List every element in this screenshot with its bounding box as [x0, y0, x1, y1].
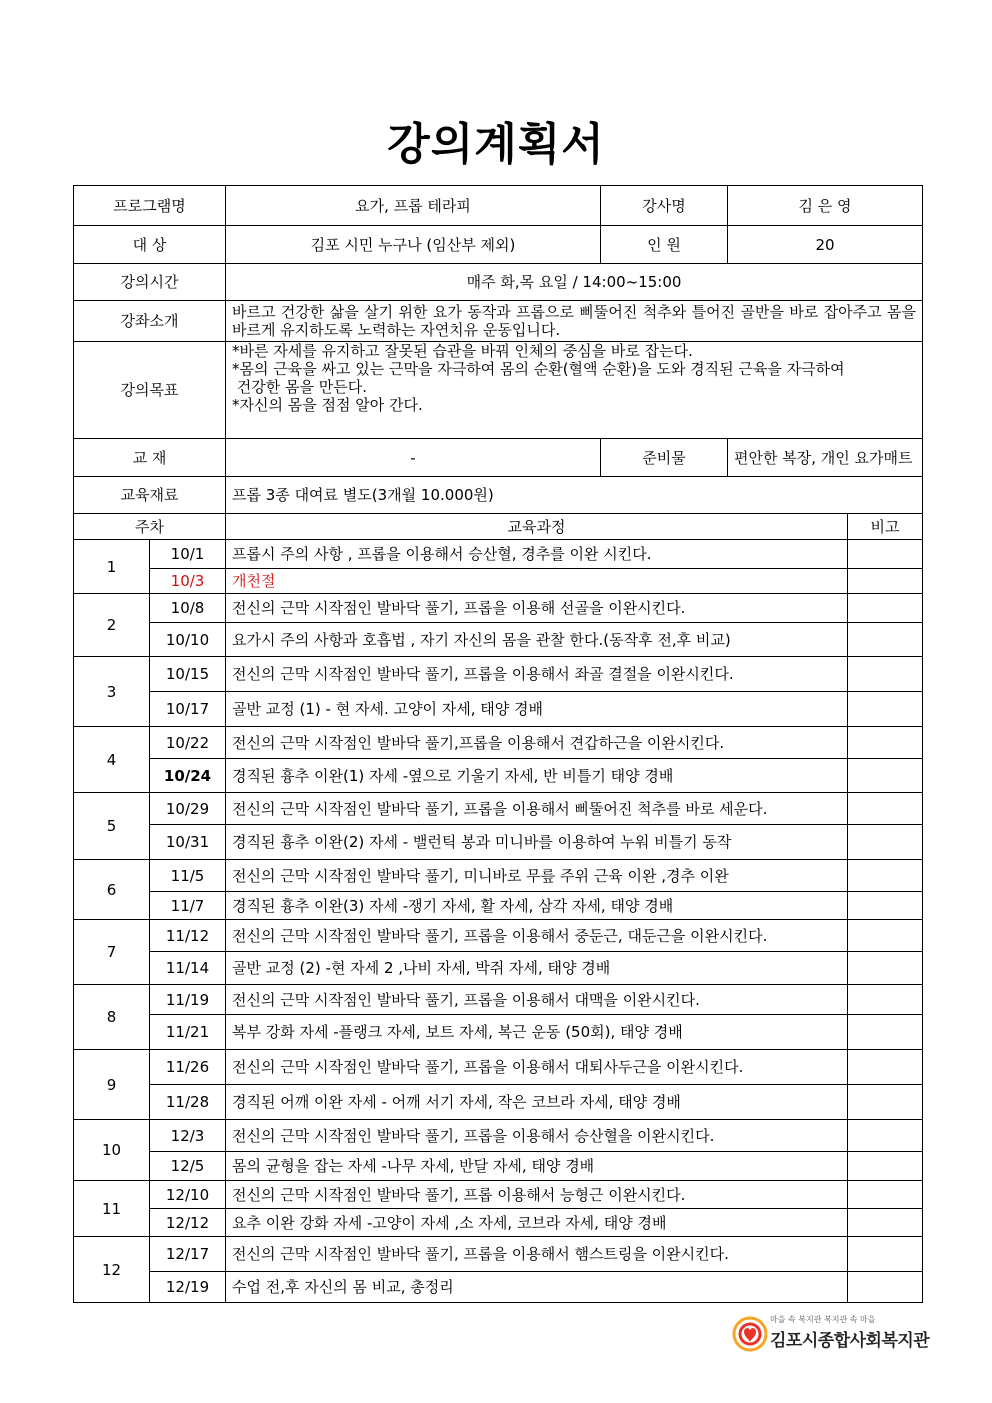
lecture-plan-table	[73, 185, 923, 1303]
page-title: 강의계획서	[387, 119, 605, 170]
session-content: 전신의 근막 시작점인 발바닥 풀기, 미니바로 무릎 주위 근육 이완 ,경추 이완	[226, 860, 848, 892]
target-label: 대 상	[74, 226, 226, 264]
table-row	[74, 1152, 923, 1181]
session-date: 12/12	[150, 1209, 226, 1237]
material-value: 프롭 3종 대여료 별도(3개월 10.000원)	[226, 477, 923, 514]
session-date: 10/1	[150, 540, 226, 569]
session-content: 전신의 근막 시작점인 발바닥 풀기, 프롭 이용해서 능형근 이완시킨다.	[226, 1181, 848, 1209]
week-number: 11	[74, 1181, 150, 1237]
week-number: 3	[74, 657, 150, 727]
session-note	[848, 1209, 923, 1237]
session-date: 11/7	[150, 892, 226, 920]
session-note	[848, 793, 923, 825]
table-row	[74, 692, 923, 727]
session-date: 10/10	[150, 623, 226, 657]
session-date: 11/26	[150, 1050, 226, 1085]
table-row	[74, 892, 923, 920]
week-number: 8	[74, 985, 150, 1050]
session-content: 경직된 흉추 이완(3) 자세 -쟁기 자세, 활 자세, 삼각 자세, 태양 경배	[226, 892, 848, 920]
session-note	[848, 920, 923, 952]
session-content: 프롭시 주의 사항 , 프롭을 이용해서 승산혈, 경추를 이완 시킨다.	[226, 540, 848, 569]
session-note	[848, 892, 923, 920]
goal-line: *자신의 몸을 점점 알아 간다.	[232, 396, 423, 414]
session-note	[848, 657, 923, 692]
row-material	[74, 477, 923, 514]
session-note	[848, 952, 923, 985]
table-row	[74, 1015, 923, 1050]
material-label: 교육재료	[74, 477, 226, 514]
session-note	[848, 623, 923, 657]
session-content: 수업 전,후 자신의 몸 비교, 총정리	[226, 1272, 848, 1303]
table-row	[74, 952, 923, 985]
schedule-body	[74, 540, 923, 1303]
session-content: 몸의 균형을 잡는 자세 -나무 자세, 반달 자세, 태양 경배	[226, 1152, 848, 1181]
row-textbook	[74, 439, 923, 477]
capacity-label: 인 원	[601, 226, 728, 264]
table-row	[74, 1120, 923, 1152]
table-row	[74, 793, 923, 825]
note-header: 비고	[848, 514, 923, 540]
intro-value: 바르고 건강한 삶을 살기 위한 요가 동작과 프롭으로 삐뚤어진 척추와 틀어진 골반을 바로 잡아주고 몸을 바르게 유지하도록 노력하는 자연치유 운동입니다.	[226, 301, 923, 342]
session-note	[848, 1237, 923, 1272]
row-intro	[74, 301, 923, 342]
organization-logo	[730, 1310, 930, 1360]
program-value: 요가, 프롭 테라피	[226, 186, 601, 226]
time-value: 매주 화,목 요일 / 14:00~15:00	[226, 264, 923, 301]
instructor-value: 김 은 영	[728, 186, 923, 226]
session-content: 전신의 근막 시작점인 발바닥 풀기, 프롭을 이용해서 좌골 결절을 이완시킨다.	[226, 657, 848, 692]
table-row	[74, 594, 923, 623]
program-label: 프로그램명	[74, 186, 226, 226]
session-date: 11/28	[150, 1085, 226, 1120]
week-number: 5	[74, 793, 150, 860]
session-content: 전신의 근막 시작점인 발바닥 풀기, 프롭을 이용해서 대퇴사두근을 이완시킨다.	[226, 1050, 848, 1085]
row-target	[74, 226, 923, 264]
session-date: 10/17	[150, 692, 226, 727]
table-row	[74, 920, 923, 952]
week-header: 주차	[74, 514, 226, 540]
session-date: 12/19	[150, 1272, 226, 1303]
session-date: 12/17	[150, 1237, 226, 1272]
week-number: 6	[74, 860, 150, 920]
table-row	[74, 759, 923, 793]
session-content: 경직된 흉추 이완(2) 자세 - 밸런틱 봉과 미니바를 이용하여 누워 비틀기 동작	[226, 825, 848, 860]
table-row	[74, 540, 923, 569]
goal-line: 건강한 몸을 만든다.	[232, 378, 368, 396]
session-date: 10/31	[150, 825, 226, 860]
table-row	[74, 727, 923, 759]
table-row	[74, 569, 923, 594]
table-row	[74, 1272, 923, 1303]
session-content: 요가시 주의 사항과 호흡법 , 자기 자신의 몸을 관찰 한다.(동작후 전,후 비교)	[226, 623, 848, 657]
row-program	[74, 186, 923, 226]
logo-name: 김포시종합사회복지관	[770, 1331, 930, 1351]
session-date: 11/12	[150, 920, 226, 952]
capacity-value: 20	[728, 226, 923, 264]
table-row	[74, 1209, 923, 1237]
session-content: 경직된 흉추 이완(1) 자세 -옆으로 기울기 자세, 반 비틀기 태양 경배	[226, 759, 848, 793]
session-note	[848, 540, 923, 569]
goal-label: 강의목표	[74, 342, 226, 439]
table-row	[74, 657, 923, 692]
session-content: 골반 교정 (2) -현 자세 2 ,나비 자세, 박쥐 자세, 태양 경배	[226, 952, 848, 985]
session-date: 12/5	[150, 1152, 226, 1181]
session-content: 전신의 근막 시작점인 발바닥 풀기, 프롭을 이용해서 대맥을 이완시킨다.	[226, 985, 848, 1015]
table-row	[74, 985, 923, 1015]
session-content: 전신의 근막 시작점인 발바닥 풀기,프롭을 이용해서 견갑하근을 이완시킨다.	[226, 727, 848, 759]
session-date: 11/19	[150, 985, 226, 1015]
textbook-value: -	[226, 439, 601, 477]
week-number: 9	[74, 1050, 150, 1120]
table-row	[74, 860, 923, 892]
time-label: 강의시간	[74, 264, 226, 301]
session-note	[848, 1181, 923, 1209]
target-value: 김포 시민 누구나 (임산부 제외)	[226, 226, 601, 264]
session-date: 10/3	[150, 569, 226, 594]
intro-label: 강좌소개	[74, 301, 226, 342]
goal-line: *몸의 근육을 싸고 있는 근막을 자극하여 몸의 순환(혈액 순환)을 도와 경직된 근육을 자극하여	[232, 360, 845, 378]
session-date: 11/14	[150, 952, 226, 985]
hands-heart-logo-icon	[730, 1310, 774, 1354]
session-content: 전신의 근막 시작점인 발바닥 풀기, 프롭을 이용해서 중둔근, 대둔근을 이완시킨다.	[226, 920, 848, 952]
session-content: 개천절	[226, 569, 848, 594]
session-note	[848, 1085, 923, 1120]
week-number: 7	[74, 920, 150, 985]
session-content: 전신의 근막 시작점인 발바닥 풀기, 프롭을 이용해서 햄스트링을 이완시킨다.	[226, 1237, 848, 1272]
session-content: 전신의 근막 시작점인 발바닥 풀기, 프롭을 이용해서 삐뚤어진 척추를 바로 세운다.	[226, 793, 848, 825]
session-note	[848, 759, 923, 793]
session-date: 10/8	[150, 594, 226, 623]
session-note	[848, 692, 923, 727]
session-date: 10/15	[150, 657, 226, 692]
logo-tagline: 마을 속 복지관 복지관 속 마을	[770, 1315, 876, 1324]
textbook-label: 교 재	[74, 439, 226, 477]
session-note	[848, 569, 923, 594]
session-content: 경직된 어깨 이완 자세 - 어깨 서기 자세, 작은 코브라 자세, 태양 경배	[226, 1085, 848, 1120]
session-date: 10/22	[150, 727, 226, 759]
week-number: 4	[74, 727, 150, 793]
session-date: 12/3	[150, 1120, 226, 1152]
row-time	[74, 264, 923, 301]
prep-value: 편안한 복장, 개인 요가매트	[728, 439, 923, 477]
session-content: 요추 이완 강화 자세 -고양이 자세 ,소 자세, 코브라 자세, 태양 경배	[226, 1209, 848, 1237]
week-number: 10	[74, 1120, 150, 1181]
instructor-label: 강사명	[601, 186, 728, 226]
session-note	[848, 985, 923, 1015]
session-note	[848, 1272, 923, 1303]
course-header: 교육과정	[226, 514, 848, 540]
session-content: 복부 강화 자세 -플랭크 자세, 보트 자세, 복근 운동 (50회), 태양 경배	[226, 1015, 848, 1050]
session-date: 10/24	[150, 759, 226, 793]
schedule-header	[74, 514, 923, 540]
session-content: 전신의 근막 시작점인 발바닥 풀기, 프롭을 이용해서 승산혈을 이완시킨다.	[226, 1120, 848, 1152]
session-note	[848, 860, 923, 892]
row-goal	[74, 342, 923, 439]
session-note	[848, 1050, 923, 1085]
table-row	[74, 623, 923, 657]
session-content: 골반 교정 (1) - 현 자세. 고양이 자세, 태양 경배	[226, 692, 848, 727]
table-row	[74, 825, 923, 860]
table-row	[74, 1050, 923, 1085]
session-note	[848, 825, 923, 860]
session-date: 10/29	[150, 793, 226, 825]
session-content: 전신의 근막 시작점인 발바닥 풀기, 프롭을 이용해 선골을 이완시킨다.	[226, 594, 848, 623]
goal-line: *바른 자세를 유지하고 잘못된 습관을 바꿔 인체의 중심을 바로 잡는다.	[232, 342, 693, 360]
prep-label: 준비물	[601, 439, 728, 477]
session-note	[848, 594, 923, 623]
session-note	[848, 1015, 923, 1050]
session-date: 12/10	[150, 1181, 226, 1209]
week-number: 2	[74, 594, 150, 657]
session-date: 11/5	[150, 860, 226, 892]
session-note	[848, 1152, 923, 1181]
table-row	[74, 1085, 923, 1120]
week-number: 12	[74, 1237, 150, 1303]
session-note	[848, 727, 923, 759]
table-row	[74, 1181, 923, 1209]
goal-value	[226, 342, 923, 439]
table-row	[74, 1237, 923, 1272]
week-number: 1	[74, 540, 150, 594]
session-note	[848, 1120, 923, 1152]
session-date: 11/21	[150, 1015, 226, 1050]
